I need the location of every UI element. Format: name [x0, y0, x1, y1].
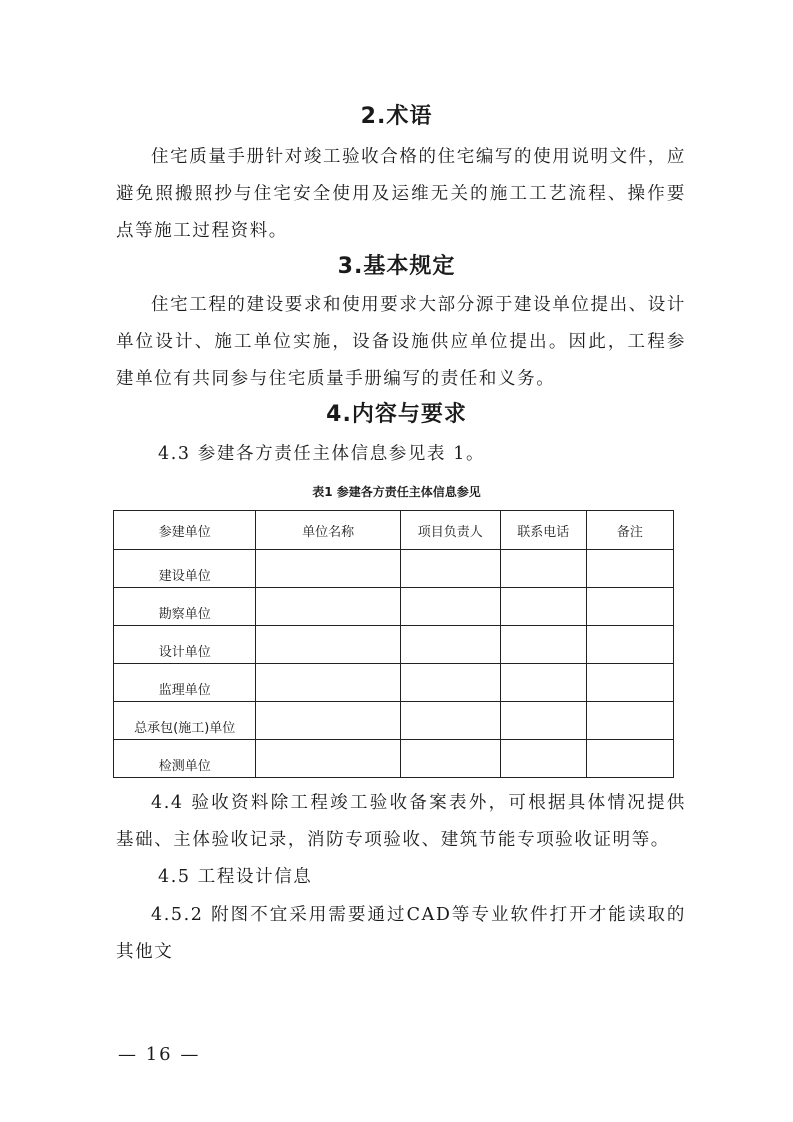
page-number: — 16 —	[118, 1044, 201, 1065]
phone-cell	[500, 550, 586, 588]
table-row	[114, 702, 674, 740]
phone-cell	[500, 702, 586, 740]
clause-4-5: 4.5 工程设计信息	[158, 867, 313, 887]
leader-cell	[400, 626, 500, 664]
note-cell	[586, 664, 673, 702]
terms-paragraph	[116, 139, 686, 250]
clause-4-5-2: 4.5.2 附图不宜采用需要通过CAD等专业软件打开才能读取的其他文	[116, 905, 686, 962]
clause-4-4: 4.4 验收资料除工程竣工验收备案表外，可根据具体情况提供基础、主体验收记录，消防专项验收、建筑节能专项验收证明等。	[116, 793, 686, 850]
row-unit-label: 勘察单位	[114, 588, 256, 626]
header-remarks: 备注	[586, 511, 673, 550]
row-unit-label: 检测单位	[114, 740, 256, 778]
unit-name-cell	[256, 664, 400, 702]
section-heading-content: 4.内容与要求	[326, 402, 467, 427]
section-heading-basic-rules: 3.基本规定	[337, 254, 456, 279]
row-unit-label: 设计单位	[114, 626, 256, 664]
phone-cell	[500, 626, 586, 664]
section-heading-terms: 2.术语	[360, 104, 433, 129]
table-row	[114, 740, 674, 778]
note-cell	[586, 626, 673, 664]
clause-4-4-paragraph	[116, 785, 686, 859]
row-unit-label: 总承包(施工)单位	[114, 702, 256, 740]
basic-rules-text: 住宅工程的建设要求和使用要求大部分源于建设单位提出、设计单位设计、施工单位实施，设备设施供应单位提出。因此，工程参建单位有共同参与住宅质量手册编写的责任和义务。	[116, 295, 686, 389]
leader-cell	[400, 740, 500, 778]
header-phone: 联系电话	[500, 511, 586, 550]
clause-4-5-2-paragraph	[116, 897, 686, 971]
unit-name-cell	[256, 740, 400, 778]
table-row	[114, 550, 674, 588]
leader-cell	[400, 702, 500, 740]
basic-rules-paragraph	[116, 287, 686, 398]
header-project-leader: 项目负责人	[400, 511, 500, 550]
responsibility-table	[113, 510, 674, 778]
unit-name-cell	[256, 588, 400, 626]
table-caption: 表1 参建各方责任主体信息参见	[312, 485, 481, 499]
note-cell	[586, 740, 673, 778]
note-cell	[586, 588, 673, 626]
row-unit-label: 建设单位	[114, 550, 256, 588]
leader-cell	[400, 588, 500, 626]
unit-name-cell	[256, 626, 400, 664]
phone-cell	[500, 740, 586, 778]
table-row	[114, 664, 674, 702]
header-unit: 参建单位	[114, 511, 256, 550]
note-cell	[586, 702, 673, 740]
phone-cell	[500, 664, 586, 702]
unit-name-cell	[256, 702, 400, 740]
phone-cell	[500, 588, 586, 626]
table-row	[114, 588, 674, 626]
note-cell	[586, 550, 673, 588]
unit-name-cell	[256, 550, 400, 588]
header-unit-name: 单位名称	[256, 511, 400, 550]
terms-text: 住宅质量手册针对竣工验收合格的住宅编写的使用说明文件，应避免照搬照抄与住宅安全使用及运维无关的施工工艺流程、操作要点等施工过程资料。	[116, 147, 686, 241]
leader-cell	[400, 664, 500, 702]
row-unit-label: 监理单位	[114, 664, 256, 702]
table-header-row	[114, 511, 674, 550]
table-row	[114, 626, 674, 664]
leader-cell	[400, 550, 500, 588]
clause-4-3: 4.3 参建各方责任主体信息参见表 1。	[158, 444, 486, 464]
